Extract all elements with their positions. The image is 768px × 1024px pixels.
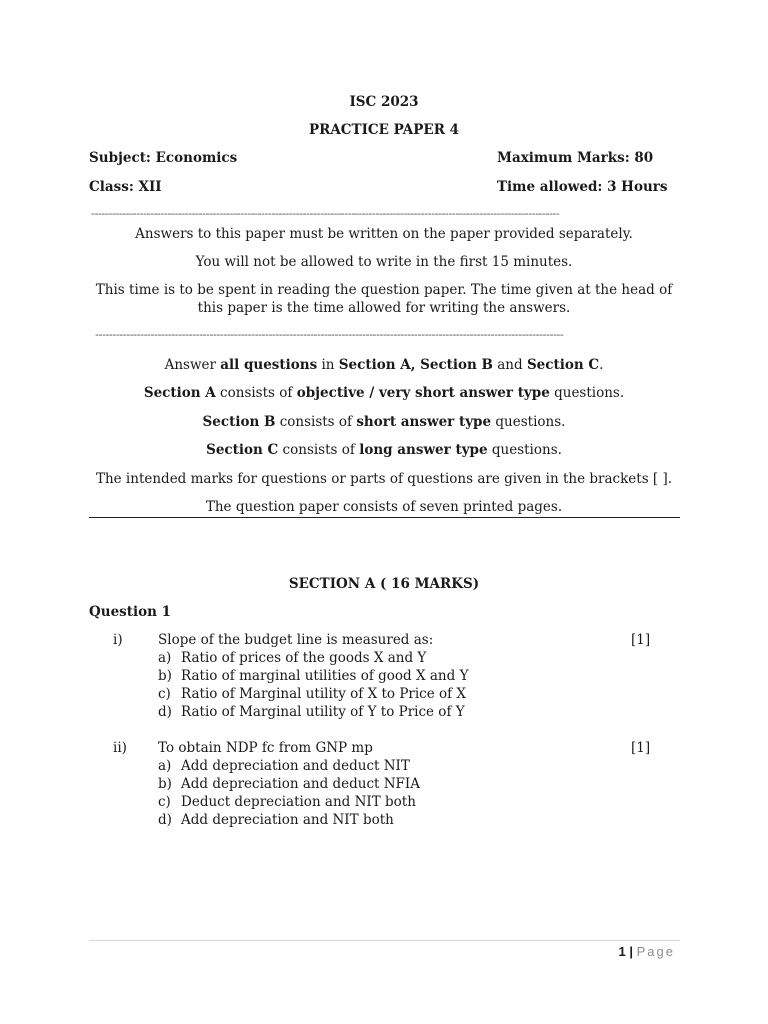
instruction-section-b: Section B consists of short answer type questions. — [202, 414, 566, 430]
dashed-divider-bottom: --------------------------------------------------------------------------------------------------------------------------------------- — [95, 328, 564, 341]
instruction-line: This time is to be spent in reading the question paper. The time given at the head of — [95, 282, 673, 298]
option-label: b) — [158, 668, 172, 684]
instruction-section-a: Section A consists of objective / very short answer type questions. — [143, 385, 625, 401]
instruction-line: this paper is the time allowed for writing the answers. — [197, 300, 571, 316]
option-text: Ratio of prices of the goods X and Y — [181, 650, 427, 666]
question-item-marks: [1] — [631, 740, 651, 756]
question-item-number: i) — [113, 632, 123, 648]
option-label: c) — [158, 794, 171, 810]
option-text: Ratio of Marginal utility of Y to Price of Y — [181, 704, 465, 720]
option-text: Add depreciation and deduct NFIA — [181, 776, 421, 792]
option-text: Deduct depreciation and NIT both — [181, 794, 416, 810]
option-label: d) — [158, 704, 172, 720]
option-label: c) — [158, 686, 171, 702]
max-marks-label: Maximum Marks: 80 — [497, 150, 654, 166]
page-number: 1 — [618, 944, 626, 959]
instruction-pages-note: The question paper consists of seven printed pages. — [205, 499, 563, 515]
time-allowed-label: Time allowed: 3 Hours — [497, 179, 668, 195]
subject-label: Subject: Economics — [89, 150, 238, 166]
exam-title: ISC 2023 — [349, 94, 419, 110]
question-item-text: To obtain NDP fc from GNP mp — [158, 740, 373, 756]
instruction-marks-note: The intended marks for questions or parts of questions are given in the brackets [ ]. — [95, 471, 673, 487]
question-item-marks: [1] — [631, 632, 651, 648]
option-label: a) — [158, 650, 172, 666]
question-item-text: Slope of the budget line is measured as: — [158, 632, 434, 648]
page-separator: | — [629, 944, 633, 959]
question-title: Question 1 — [89, 604, 172, 620]
instruction-answer-all: Answer all questions in Section A, Section B and Section C. — [164, 357, 604, 373]
section-title: SECTION A ( 16 MARKS) — [288, 576, 480, 592]
dashed-divider-top: --------------------------------------------------------------------------------------------------------------------------------------- — [91, 207, 560, 220]
option-label: a) — [158, 758, 172, 774]
option-text: Add depreciation and deduct NIT — [181, 758, 410, 774]
solid-divider — [89, 517, 680, 518]
page-word: Page — [636, 944, 675, 959]
instruction-line: Answers to this paper must be written on the paper provided separately. — [135, 226, 633, 242]
option-text: Add depreciation and NIT both — [181, 812, 394, 828]
paper-title: PRACTICE PAPER 4 — [308, 122, 460, 138]
option-text: Ratio of marginal utilities of good X and Y — [181, 668, 469, 684]
instruction-line: You will not be allowed to write in the first 15 minutes. — [195, 254, 573, 270]
option-label: b) — [158, 776, 172, 792]
option-label: d) — [158, 812, 172, 828]
class-label: Class: XII — [89, 179, 162, 195]
option-text: Ratio of Marginal utility of X to Price of X — [181, 686, 467, 702]
instruction-section-c: Section C consists of long answer type questions. — [206, 442, 562, 458]
footer-divider — [89, 940, 680, 941]
page-footer — [619, 944, 676, 959]
question-item-number: ii) — [113, 740, 127, 756]
